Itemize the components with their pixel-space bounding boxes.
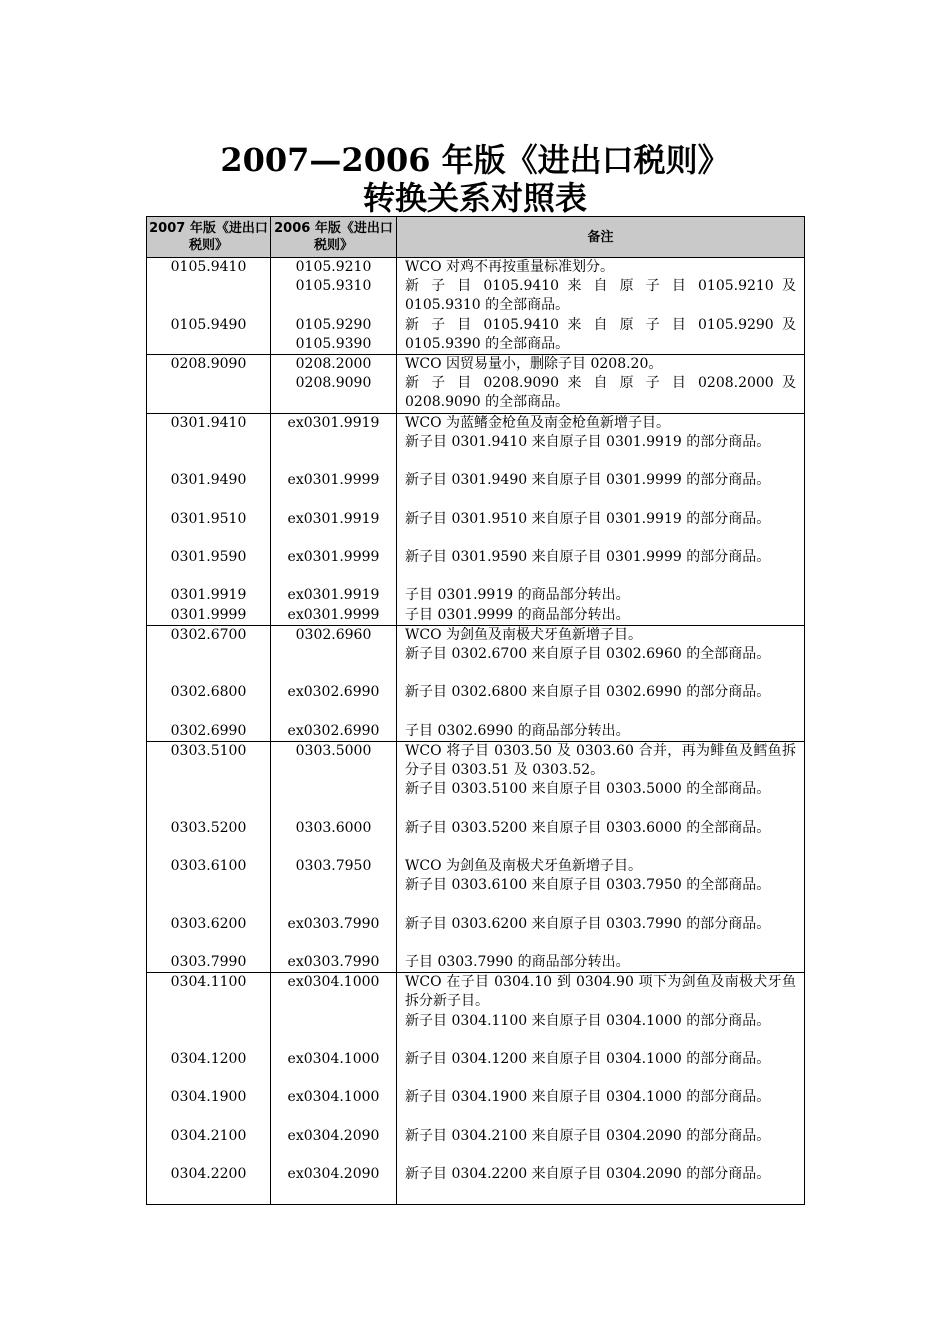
code-2006: 0303.6000 <box>295 819 372 836</box>
cell-2006-codes <box>271 413 397 625</box>
code-2007 <box>147 374 270 393</box>
document-title-line2: 转换关系对照表 <box>362 179 587 217</box>
code-2007: 0105.9410 <box>170 259 247 275</box>
cell-2007-codes <box>147 354 271 413</box>
note-text: 新子目 0303.6100 来自原子目 0303.7950 的全部商品。 <box>405 877 771 894</box>
code-2007 <box>147 393 270 412</box>
code-2007: 0301.9490 <box>170 472 247 489</box>
code-2007: 0301.9410 <box>170 414 247 431</box>
code-2006: ex0304.1000 <box>287 1089 380 1106</box>
note-text: WCO 对鸡不再按重量标准划分。 <box>405 259 615 275</box>
note-text: 新子目 0303.6200 来自原子目 0303.7990 的部分商品。 <box>405 915 771 932</box>
code-2006: ex0301.9999 <box>287 472 380 489</box>
note-text: 新 子 目 0208.9090 来 自 原 子 目 0208.2000 及 0208.9090 的全部商品。 <box>405 375 796 411</box>
code-2006: ex0304.1000 <box>287 974 380 991</box>
code-2006: ex0301.9919 <box>287 414 380 431</box>
code-2007: 0302.6990 <box>170 722 247 739</box>
code-2006: 0105.9210 <box>295 259 372 275</box>
header-notes: 备注 <box>397 217 805 258</box>
note-text: WCO 因贸易量小，删除子目 0208.20。 <box>405 355 663 372</box>
code-2006: 0302.6960 <box>295 626 372 643</box>
note-text: WCO 为剑鱼及南极犬牙鱼新增子目。 <box>405 858 643 875</box>
code-2006: ex0302.6990 <box>287 722 380 739</box>
code-2007: 0303.6200 <box>170 915 247 932</box>
cell-2006-codes <box>271 258 397 355</box>
code-2007: 0304.1100 <box>170 974 247 991</box>
code-2007: 0304.2200 <box>170 1166 247 1183</box>
code-2007 <box>147 335 270 354</box>
code-2006: ex0301.9919 <box>287 510 380 527</box>
code-2007: 0208.9090 <box>170 355 247 372</box>
cell-2007-codes <box>147 741 271 972</box>
cell-2006-codes <box>271 741 397 972</box>
code-2006: ex0301.9999 <box>287 606 380 623</box>
cell-notes <box>397 258 805 355</box>
code-2006: ex0301.9999 <box>287 548 380 565</box>
code-2006: ex0304.2090 <box>287 1166 380 1183</box>
code-2007: 0302.6800 <box>170 684 247 701</box>
code-2006: 0303.5000 <box>295 742 372 759</box>
note-text: WCO 将子目 0303.50 及 0303.60 合并，再为鲱鱼及鳕鱼拆分子目 0303.51 及 0303.52。 <box>405 742 796 779</box>
conversion-table <box>146 216 805 1205</box>
note-text: 新子目 0303.5200 来自原子目 0303.6000 的全部商品。 <box>405 819 771 836</box>
note-text: 子目 0301.9999 的商品部分转出。 <box>405 606 630 623</box>
table-header-row <box>147 217 805 258</box>
note-text: 新子目 0304.1900 来自原子目 0304.1000 的部分商品。 <box>405 1089 771 1106</box>
note-text: 新子目 0304.1100 来自原子目 0304.1000 的部分商品。 <box>405 1012 771 1029</box>
note-text: 新子目 0301.9410 来自原子目 0301.9919 的部分商品。 <box>405 433 771 450</box>
code-2007: 0301.9590 <box>170 548 247 565</box>
code-2007: 0301.9919 <box>170 587 247 604</box>
note-text: WCO 为蓝鳍金枪鱼及南金枪鱼新增子目。 <box>405 414 671 431</box>
table-row <box>147 973 805 1204</box>
note-text: 新子目 0302.6800 来自原子目 0302.6990 的部分商品。 <box>405 684 771 701</box>
note-text: 新 子 目 0105.9410 来 自 原 子 目 0105.9290 及 0105.9390 的全部商品。 <box>405 316 796 352</box>
code-2007: 0303.7990 <box>170 954 247 971</box>
code-2007: 0304.1900 <box>170 1089 247 1106</box>
note-text: 子目 0303.7990 的商品部分转出。 <box>405 954 630 971</box>
code-2006: ex0304.1000 <box>287 1051 380 1068</box>
code-2006: 0208.9090 <box>295 375 372 392</box>
cell-notes <box>397 413 805 625</box>
table-row <box>147 258 805 355</box>
cell-2006-codes <box>271 625 397 741</box>
code-2006: 0105.9390 <box>295 335 372 352</box>
note-text: 新子目 0301.9510 来自原子目 0301.9919 的部分商品。 <box>405 510 771 527</box>
note-text: 新子目 0304.2100 来自原子目 0304.2090 的部分商品。 <box>405 1127 771 1144</box>
code-2006: 0303.7950 <box>295 858 372 875</box>
header-2006-version: 2006 年版《进出口税则》 <box>271 217 397 258</box>
code-2006 <box>271 393 396 412</box>
note-text: 新 子 目 0105.9410 来 自 原 子 目 0105.9210 及 0105.9310 的全部商品。 <box>405 278 796 314</box>
code-2007: 0301.9999 <box>170 606 247 623</box>
code-2006: ex0301.9919 <box>287 587 380 604</box>
note-text: 子目 0302.6990 的商品部分转出。 <box>405 722 630 739</box>
code-2006: ex0303.7990 <box>287 954 380 971</box>
code-2007 <box>147 277 270 296</box>
header-2007-version: 2007 年版《进出口税则》 <box>147 217 271 258</box>
note-text: 新子目 0303.5100 来自原子目 0303.5000 的全部商品。 <box>405 781 771 798</box>
note-text: 新子目 0304.2200 来自原子目 0304.2090 的部分商品。 <box>405 1166 771 1183</box>
document-title-line1: 2007—2006 年版《进出口税则》 <box>220 141 730 179</box>
cell-2007-codes <box>147 625 271 741</box>
cell-notes <box>397 741 805 972</box>
code-2006: ex0303.7990 <box>287 915 380 932</box>
code-2007: 0301.9510 <box>170 510 247 527</box>
table-row <box>147 625 805 741</box>
code-2006: 0105.9310 <box>295 278 372 295</box>
cell-2007-codes <box>147 973 271 1204</box>
code-2006: ex0304.2090 <box>287 1127 380 1144</box>
code-2007: 0303.6100 <box>170 858 247 875</box>
note-text: WCO 为剑鱼及南极犬牙鱼新增子目。 <box>405 626 643 643</box>
note-text: 新子目 0301.9590 来自原子目 0301.9999 的部分商品。 <box>405 548 771 565</box>
note-text: 子目 0301.9919 的商品部分转出。 <box>405 587 630 604</box>
code-2006 <box>271 296 396 315</box>
cell-2007-codes <box>147 413 271 625</box>
code-2007: 0105.9490 <box>170 316 247 333</box>
code-2007: 0302.6700 <box>170 626 247 643</box>
code-2007: 0303.5100 <box>170 742 247 759</box>
cell-notes <box>397 625 805 741</box>
table-row <box>147 741 805 972</box>
code-2006: 0105.9290 <box>295 316 372 333</box>
note-text: 新子目 0304.1200 来自原子目 0304.1000 的部分商品。 <box>405 1051 771 1068</box>
cell-2007-codes <box>147 258 271 355</box>
cell-2006-codes <box>271 973 397 1204</box>
code-2006: ex0302.6990 <box>287 684 380 701</box>
cell-notes <box>397 354 805 413</box>
note-text: 新子目 0302.6700 来自原子目 0302.6960 的全部商品。 <box>405 645 771 662</box>
code-2007 <box>147 296 270 315</box>
code-2007: 0304.1200 <box>170 1051 247 1068</box>
table-row <box>147 413 805 625</box>
note-text: 新子目 0301.9490 来自原子目 0301.9999 的部分商品。 <box>405 472 771 489</box>
cell-notes <box>397 973 805 1204</box>
note-text: WCO 在子目 0304.10 到 0304.90 项下为剑鱼及南极犬牙鱼拆分新子目。 <box>405 974 796 1010</box>
table-row <box>147 354 805 413</box>
code-2006: 0208.2000 <box>295 355 372 372</box>
code-2007: 0303.5200 <box>170 819 247 836</box>
code-2007: 0304.2100 <box>170 1127 247 1144</box>
cell-2006-codes <box>271 354 397 413</box>
